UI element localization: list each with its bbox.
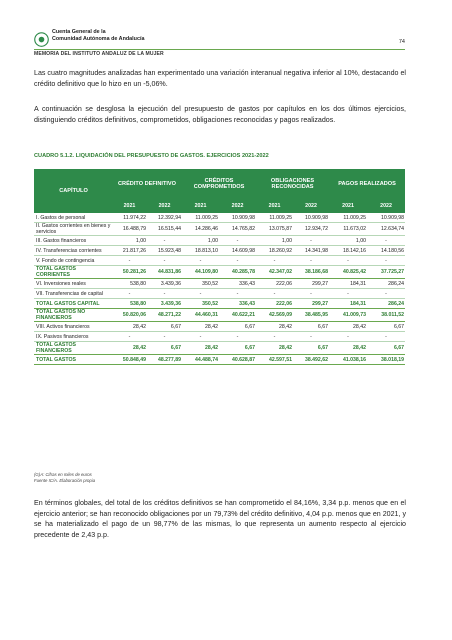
cell-value: 1,00 (256, 236, 293, 246)
cell-value: 18.260,92 (256, 246, 293, 256)
cell-value: 286,24 (367, 299, 405, 309)
table-total-row (34, 266, 405, 279)
cell-value: 10.909,98 (367, 213, 405, 223)
cell-value: 50.848,49 (112, 355, 147, 365)
cell-value: 14.180,56 (367, 246, 405, 256)
cell-value: 1,00 (329, 236, 367, 246)
table-note-units: (G)A: Cifras en miles de euros (34, 472, 92, 477)
cell-value: 21.817,26 (112, 246, 147, 256)
cell-value: - (112, 256, 147, 266)
cell-value: 222,06 (256, 279, 293, 289)
cell-value: 41.009,73 (329, 309, 367, 322)
table-row (34, 223, 405, 236)
table-title: CUADRO 5.1.2. LIQUIDACIÓN DEL PRESUPUESTO DE GASTOS. EJERCICIOS 2021-2022 (34, 153, 269, 159)
cell-value: - (256, 289, 293, 299)
cell-value: 42.597,51 (256, 355, 293, 365)
year-header: 2021 (256, 198, 293, 213)
cell-value: 18.813,10 (182, 246, 219, 256)
cell-value: - (182, 289, 219, 299)
cell-value: 222,06 (256, 299, 293, 309)
table-row (34, 279, 405, 289)
cell-value: - (147, 256, 182, 266)
row-label: VIII. Activos financieros (34, 322, 112, 332)
cell-value: 13.075,87 (256, 223, 293, 236)
header-subtitle: MEMORIA DEL INSTITUTO ANDALUZ DE LA MUJER (34, 51, 164, 57)
cell-value: 184,31 (329, 299, 367, 309)
cell-value: 28,42 (256, 322, 293, 332)
header-capitulo: CAPÍTULO (34, 169, 112, 213)
year-header: 2022 (147, 198, 182, 213)
cell-value: 6,67 (219, 322, 256, 332)
cell-value: 1,00 (182, 236, 219, 246)
header-credito-definitivo: CRÉDITO DEFINITIVO (112, 169, 182, 198)
cell-value: 48.277,89 (147, 355, 182, 365)
cell-value: 6,67 (147, 322, 182, 332)
year-header: 2022 (293, 198, 329, 213)
paragraph-breakdown: A continuación se desglosa la ejecución del presupuesto de gastos por capítulos en los dos últimos ejercicios, distinguiendo créditos definitivos, comprometidos, obligaciones reconocidas y pagos realizados. (34, 105, 406, 124)
cell-value: 44.831,86 (147, 266, 182, 279)
cell-value: - (147, 332, 182, 342)
cell-value: 10.909,98 (219, 213, 256, 223)
table-total-row (34, 342, 405, 355)
cell-value: 11.009,25 (329, 213, 367, 223)
table-row (34, 256, 405, 266)
row-label: I. Gastos de personal (34, 213, 112, 223)
cell-value: 11.009,25 (182, 213, 219, 223)
cell-value: 6,67 (293, 342, 329, 355)
cell-value: 6,67 (219, 342, 256, 355)
cell-value: 14.286,46 (182, 223, 219, 236)
table-row (34, 213, 405, 223)
table-row (34, 236, 405, 246)
cell-value: 6,67 (367, 342, 405, 355)
cell-value: 38.485,95 (293, 309, 329, 322)
header-org-line1: Cuenta General de la (52, 29, 106, 35)
table-total-row (34, 309, 405, 322)
cell-value: 38.186,68 (293, 266, 329, 279)
cell-value: 37.725,27 (367, 266, 405, 279)
cell-value: 40.622,21 (219, 309, 256, 322)
cell-value: 40.285,78 (219, 266, 256, 279)
cell-value: 18.142,16 (329, 246, 367, 256)
cell-value: 6,67 (367, 322, 405, 332)
cell-value: - (329, 289, 367, 299)
cell-value: 12.634,74 (367, 223, 405, 236)
table-total-row (34, 299, 405, 309)
header-pagos-realizados: PAGOS REALIZADOS (329, 169, 405, 198)
cell-value: 38.011,52 (367, 309, 405, 322)
cell-value: 11.673,02 (329, 223, 367, 236)
cell-value: - (293, 236, 329, 246)
row-label: III. Gastos financieros (34, 236, 112, 246)
year-header: 2022 (367, 198, 405, 213)
table-row (34, 332, 405, 342)
cell-value: 538,80 (112, 279, 147, 289)
cell-value: 50.281,26 (112, 266, 147, 279)
table-row (34, 289, 405, 299)
cell-value: 28,42 (329, 322, 367, 332)
table-row (34, 246, 405, 256)
year-header: 2021 (112, 198, 147, 213)
row-label: IV. Transferencias corrientes (34, 246, 112, 256)
year-header: 2021 (182, 198, 219, 213)
year-header: 2021 (329, 198, 367, 213)
cell-value: 299,27 (293, 279, 329, 289)
cell-value: 11.974,22 (112, 213, 147, 223)
cell-value: 14.341,98 (293, 246, 329, 256)
budget-table (34, 169, 405, 365)
cell-value: - (256, 256, 293, 266)
cell-value: - (219, 236, 256, 246)
cell-value: 28,42 (112, 322, 147, 332)
row-label: IX. Pasivos financieros (34, 332, 112, 342)
header-obligaciones-reconocidas: OBLIGACIONES RECONOCIDAS (256, 169, 329, 198)
cell-value: - (182, 332, 219, 342)
cell-value: - (219, 332, 256, 342)
cell-value: 538,80 (112, 299, 147, 309)
cell-value: 14.609,98 (219, 246, 256, 256)
junta-andalucia-logo-icon (34, 32, 49, 47)
table-total-row (34, 355, 405, 365)
cell-value: 40.628,87 (219, 355, 256, 365)
table-row (34, 322, 405, 332)
cell-value: 48.271,22 (147, 309, 182, 322)
cell-value: 42.347,02 (256, 266, 293, 279)
cell-value: 12.392,94 (147, 213, 182, 223)
paragraph-intro: Las cuatro magnitudes analizadas han experimentado una variación interanual negativa inferior al 10%, destacando el crédito definitivo que lo hizo en un -5,06%. (34, 69, 406, 88)
cell-value: - (147, 236, 182, 246)
paragraph-summary: En términos globales, del total de los créditos definitivos se han comprometido el 84,16%, 3,34 p.p. menos que en el ejercicio anterior; se han reconocido obligaciones por un 79,73% del crédito definitivo, 4,04 p.p. menos que en 2021, y se ha materializado el pago de un 98,77% de las mismas, lo que representa un aumento respecto al ejercicio precedente de 2,43 p.p. (34, 499, 406, 539)
cell-value: 44.488,74 (182, 355, 219, 365)
cell-value: 336,43 (219, 279, 256, 289)
cell-value: 44.460,31 (182, 309, 219, 322)
cell-value: - (293, 289, 329, 299)
year-header: 2022 (219, 198, 256, 213)
table-note-source: Fuente IC/A. Elaboración propia (34, 478, 96, 483)
row-label: II. Gastos corrientes en bienes y servicios (36, 223, 111, 235)
cell-value: - (367, 236, 405, 246)
row-label: VI. Inversiones reales (34, 279, 112, 289)
cell-value: 286,24 (367, 279, 405, 289)
cell-value: 28,42 (182, 342, 219, 355)
header-organization (52, 29, 144, 42)
cell-value: 3.439,36 (147, 299, 182, 309)
cell-value: 28,42 (256, 342, 293, 355)
cell-value: 10.909,98 (293, 213, 329, 223)
cell-value: - (329, 332, 367, 342)
cell-value: 15.923,48 (147, 246, 182, 256)
cell-value: - (293, 332, 329, 342)
cell-value: 184,31 (329, 279, 367, 289)
cell-value: 299,27 (293, 299, 329, 309)
row-label: TOTAL GASTOS NO FINANCIEROS (34, 309, 112, 322)
cell-value: - (367, 256, 405, 266)
cell-value: - (219, 256, 256, 266)
cell-value: 38.492,62 (293, 355, 329, 365)
cell-value: - (112, 289, 147, 299)
cell-value: - (112, 332, 147, 342)
cell-value: 38.018,19 (367, 355, 405, 365)
page-number: 74 (398, 39, 405, 45)
cell-value: - (367, 289, 405, 299)
cell-value: 28,42 (329, 342, 367, 355)
cell-value: 41.038,16 (329, 355, 367, 365)
cell-value: 11.009,25 (256, 213, 293, 223)
cell-value: 40.825,42 (329, 266, 367, 279)
row-label: TOTAL GASTOS CAPITAL (34, 299, 112, 309)
cell-value: 28,42 (112, 342, 147, 355)
cell-value: - (367, 332, 405, 342)
row-label: VII. Transferencias de capital (34, 289, 112, 299)
cell-value: - (256, 332, 293, 342)
row-label: TOTAL GASTOS (34, 355, 112, 365)
cell-value: 336,43 (219, 299, 256, 309)
row-label: V. Fondo de contingencia (34, 256, 112, 266)
cell-value: 6,67 (147, 342, 182, 355)
cell-value: 16.515,44 (147, 223, 182, 236)
cell-value: 14.765,82 (219, 223, 256, 236)
header-org-line2: Comunidad Autónoma de Andalucía (52, 35, 145, 42)
cell-value: 12.934,72 (293, 223, 329, 236)
cell-value: 1,00 (112, 236, 147, 246)
header-divider (34, 49, 405, 50)
cell-value: 28,42 (182, 322, 219, 332)
cell-value: - (219, 289, 256, 299)
row-label: TOTAL GASTOS CORRIENTES (34, 266, 112, 279)
cell-value: 50.820,06 (112, 309, 147, 322)
cell-value: - (182, 256, 219, 266)
cell-value: - (329, 256, 367, 266)
cell-value: 350,52 (182, 299, 219, 309)
row-label: TOTAL GASTOS FINANCIEROS (34, 342, 112, 355)
header-creditos-comprometidos: CRÉDITOS COMPROMETIDOS (182, 169, 256, 198)
cell-value: - (293, 256, 329, 266)
table-body (34, 213, 405, 365)
cell-value: 350,52 (182, 279, 219, 289)
cell-value: 16.488,79 (112, 223, 147, 236)
cell-value: 44.109,80 (182, 266, 219, 279)
cell-value: 6,67 (293, 322, 329, 332)
cell-value: 42.569,09 (256, 309, 293, 322)
cell-value: 3.439,36 (147, 279, 182, 289)
cell-value: - (147, 289, 182, 299)
